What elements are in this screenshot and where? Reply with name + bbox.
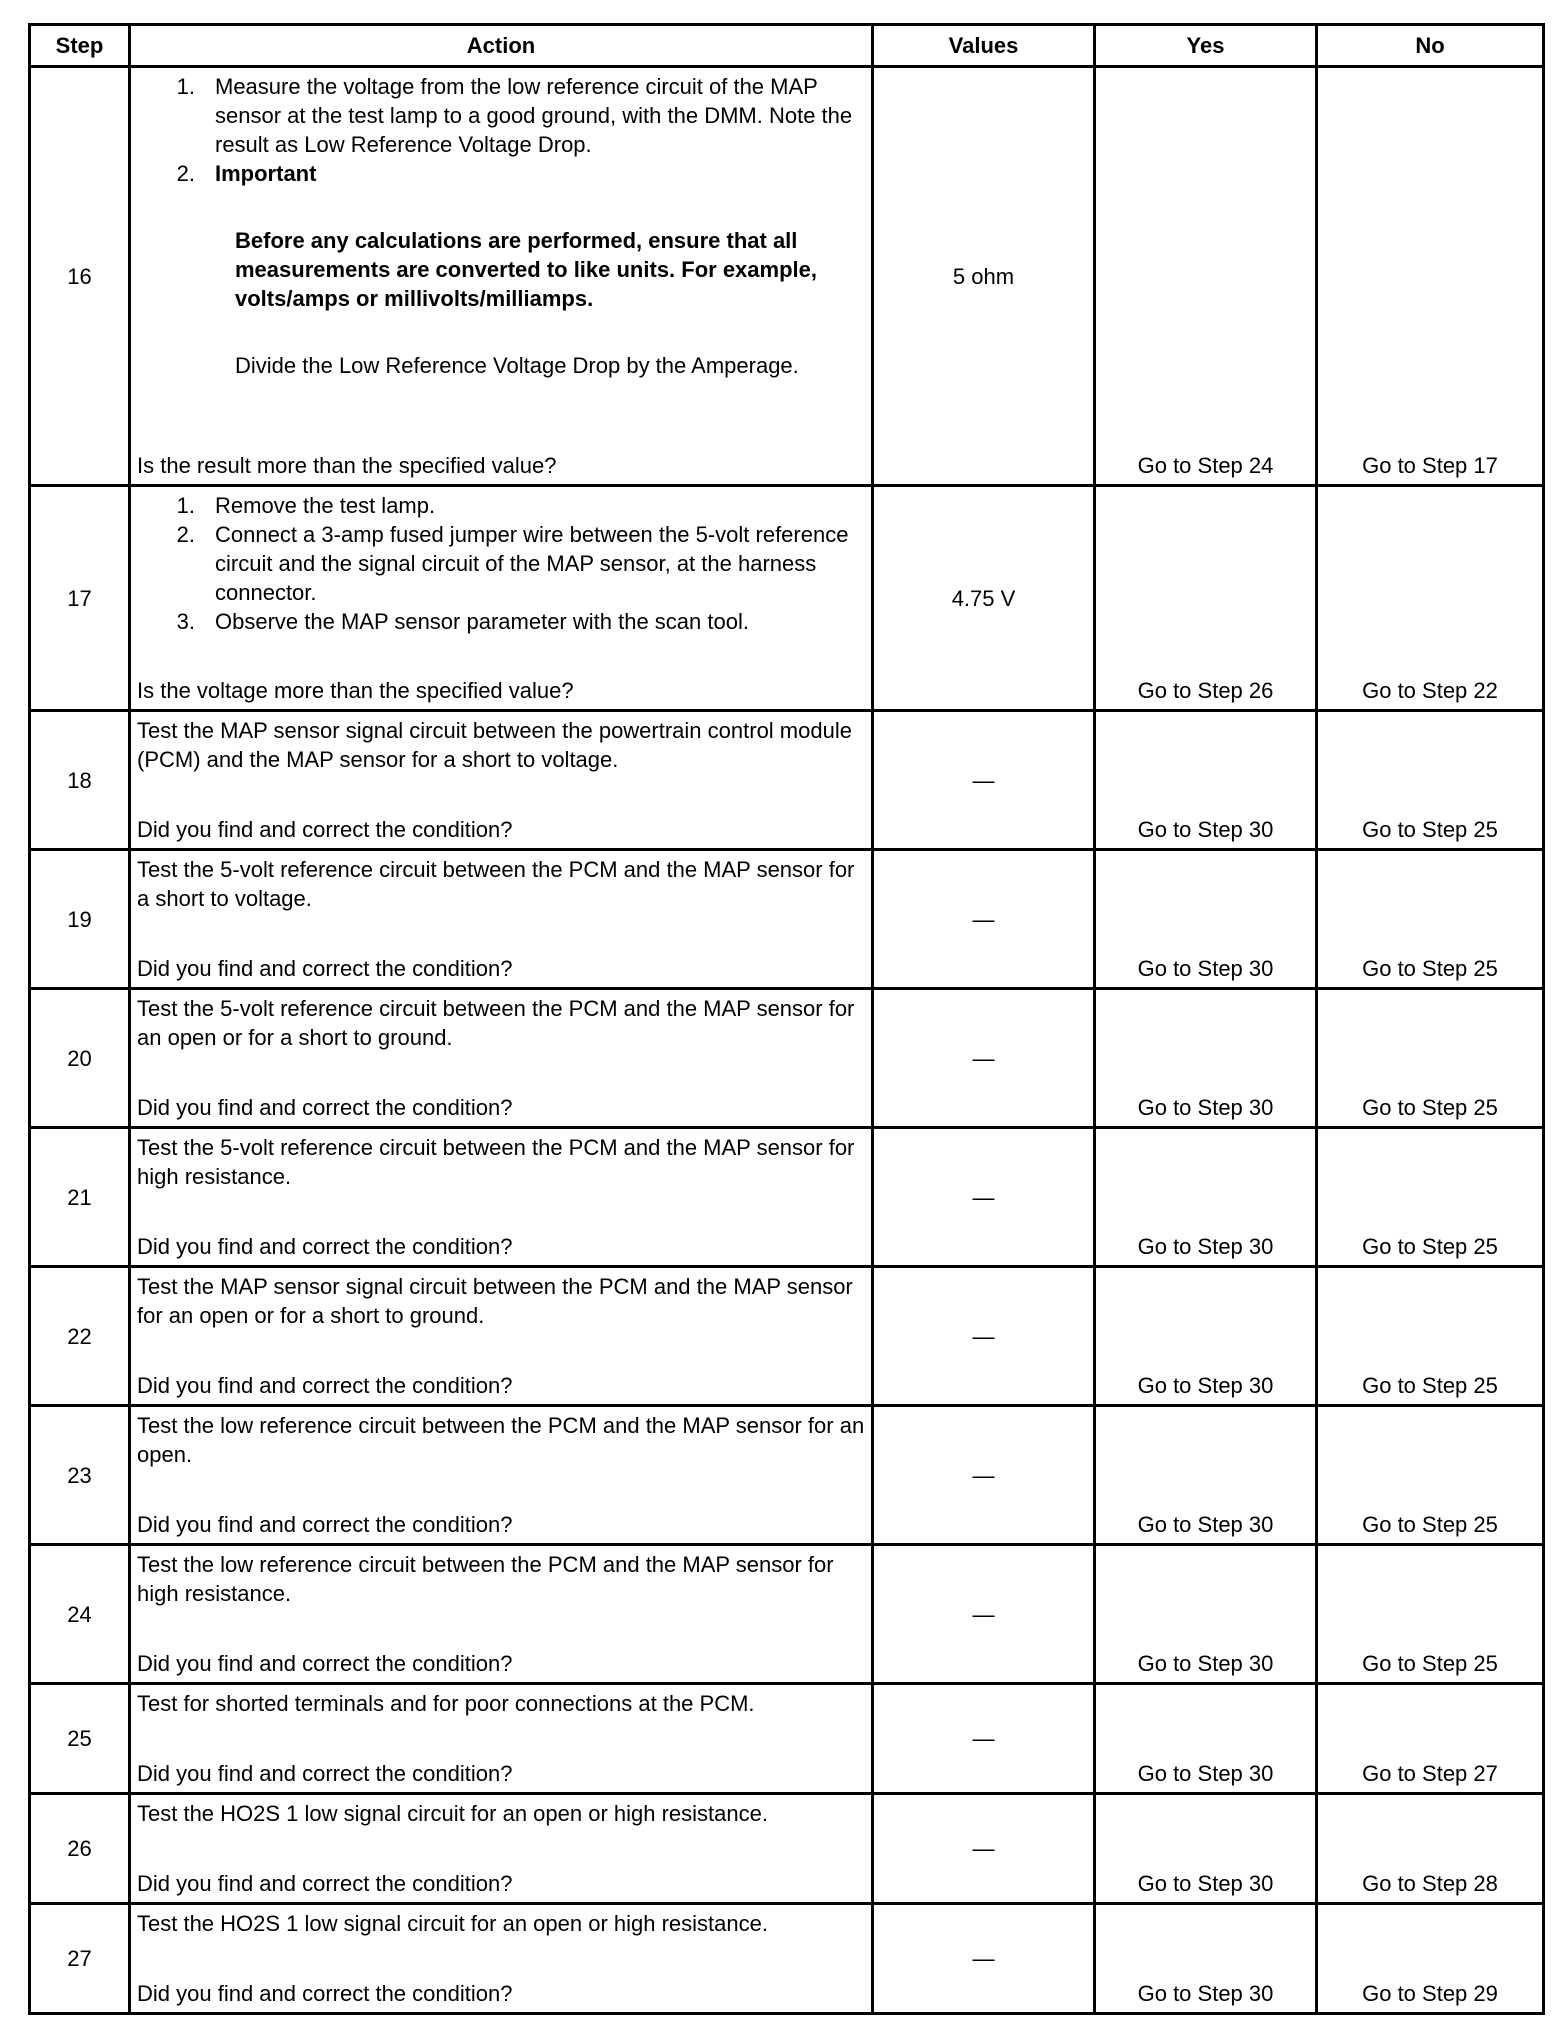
no-action: Go to Step 25 [1317, 1545, 1544, 1684]
step-number: 23 [30, 1406, 130, 1545]
action-cell [130, 850, 873, 989]
table-row-step-19 [30, 850, 1544, 989]
table-row-step-16 [30, 67, 1544, 486]
spec-value: — [873, 1904, 1095, 2014]
list-number: 2. [176, 161, 195, 186]
spec-value: — [873, 1267, 1095, 1406]
no-action: Go to Step 25 [1317, 1128, 1544, 1267]
step-number: 21 [30, 1128, 130, 1267]
action-text: Test the 5-volt reference circuit between the PCM and the MAP sensor for a short to voltage. [137, 857, 855, 911]
step-number: 16 [30, 67, 130, 486]
question-text: Did you find and correct the condition? [137, 817, 513, 842]
yes-action: Go to Step 30 [1095, 1128, 1317, 1267]
list-item [137, 159, 867, 188]
step-number: 26 [30, 1794, 130, 1904]
step-number: 20 [30, 989, 130, 1128]
no-action: Go to Step 17 [1317, 67, 1544, 486]
yes-action: Go to Step 30 [1095, 850, 1317, 989]
yes-action: Go to Step 30 [1095, 1545, 1317, 1684]
header-step: Step [30, 25, 130, 67]
step-number: 18 [30, 711, 130, 850]
action-text: Test for shorted terminals and for poor connections at the PCM. [137, 1691, 755, 1716]
yes-action: Go to Step 24 [1095, 67, 1317, 486]
spec-value: 5 ohm [873, 67, 1095, 486]
no-action: Go to Step 27 [1317, 1684, 1544, 1794]
action-cell [130, 1128, 873, 1267]
no-action: Go to Step 25 [1317, 711, 1544, 850]
important-note: Before any calculations are performed, ensure that all measurements are converted to like units. For example, volts/amps or millivolts/milliamps. [235, 228, 817, 311]
question-text: Did you find and correct the condition? [137, 1761, 513, 1786]
question-text: Is the voltage more than the specified value? [137, 678, 574, 703]
list-item [137, 607, 867, 636]
list-text: Observe the MAP sensor parameter with the scan tool. [215, 609, 749, 634]
question-text: Did you find and correct the condition? [137, 1651, 513, 1676]
question-text: Did you find and correct the condition? [137, 956, 513, 981]
action-text: Test the HO2S 1 low signal circuit for an open or high resistance. [137, 1911, 768, 1936]
important-label: Important [215, 161, 317, 186]
table-row-step-27 [30, 1904, 1544, 2014]
no-action: Go to Step 29 [1317, 1904, 1544, 2014]
action-cell [130, 486, 873, 711]
header-action: Action [130, 25, 873, 67]
spec-value: — [873, 711, 1095, 850]
action-text: Test the 5-volt reference circuit between the PCM and the MAP sensor for high resistance. [137, 1135, 855, 1189]
list-number: 1. [176, 493, 195, 518]
action-cell [130, 67, 873, 486]
yes-action: Go to Step 30 [1095, 1904, 1317, 2014]
table-row-step-18 [30, 711, 1544, 850]
list-number: 2. [176, 522, 195, 547]
list-item [137, 72, 867, 159]
action-text: Test the HO2S 1 low signal circuit for an open or high resistance. [137, 1801, 768, 1826]
no-action: Go to Step 22 [1317, 486, 1544, 711]
yes-action: Go to Step 30 [1095, 711, 1317, 850]
yes-action: Go to Step 30 [1095, 1684, 1317, 1794]
step-number: 27 [30, 1904, 130, 2014]
no-action: Go to Step 25 [1317, 1406, 1544, 1545]
yes-action: Go to Step 30 [1095, 1406, 1317, 1545]
action-cell [130, 1545, 873, 1684]
yes-action: Go to Step 30 [1095, 989, 1317, 1128]
action-cell [130, 1406, 873, 1545]
action-cell [130, 1794, 873, 1904]
header-row [30, 25, 1544, 67]
list-number: 3. [176, 609, 195, 634]
spec-value: — [873, 1406, 1095, 1545]
question-text: Did you find and correct the condition? [137, 1095, 513, 1120]
action-text: Test the 5-volt reference circuit between the PCM and the MAP sensor for an open or for a short to ground. [137, 996, 855, 1050]
spec-value: — [873, 1545, 1095, 1684]
step-number: 19 [30, 850, 130, 989]
question-text: Did you find and correct the condition? [137, 1512, 513, 1537]
header-no: No [1317, 25, 1544, 67]
action-cell [130, 1267, 873, 1406]
question-text: Did you find and correct the condition? [137, 1871, 513, 1896]
action-cell [130, 1684, 873, 1794]
table-row-step-21 [30, 1128, 1544, 1267]
instruction-text: Divide the Low Reference Voltage Drop by the Amperage. [235, 353, 799, 378]
yes-action: Go to Step 26 [1095, 486, 1317, 711]
action-text: Test the low reference circuit between the PCM and the MAP sensor for high resistance. [137, 1552, 834, 1606]
table-row-step-17 [30, 486, 1544, 711]
step-number: 22 [30, 1267, 130, 1406]
action-cell [130, 989, 873, 1128]
spec-value: — [873, 989, 1095, 1128]
step-number: 25 [30, 1684, 130, 1794]
list-item [137, 520, 867, 607]
list-item [137, 491, 867, 520]
list-text: Measure the voltage from the low reference circuit of the MAP sensor at the test lamp to a good ground, with the DMM. Note the result as Low Reference Voltage Drop. [215, 74, 853, 157]
no-action: Go to Step 25 [1317, 989, 1544, 1128]
diagnostic-table [28, 23, 1545, 2015]
list-text: Connect a 3-amp fused jumper wire between the 5-volt reference circuit and the signal circuit of the MAP sensor, at the harness connector. [215, 522, 849, 605]
table-row-step-22 [30, 1267, 1544, 1406]
step-number: 24 [30, 1545, 130, 1684]
header-yes: Yes [1095, 25, 1317, 67]
no-action: Go to Step 28 [1317, 1794, 1544, 1904]
action-cell [130, 711, 873, 850]
table-row-step-24 [30, 1545, 1544, 1684]
list-text: Remove the test lamp. [215, 493, 436, 518]
spec-value: — [873, 1684, 1095, 1794]
no-action: Go to Step 25 [1317, 850, 1544, 989]
spec-value: — [873, 850, 1095, 989]
action-text: Test the MAP sensor signal circuit between the PCM and the MAP sensor for an open or for a short to ground. [137, 1274, 853, 1328]
spec-value: 4.75 V [873, 486, 1095, 711]
action-text: Test the low reference circuit between the PCM and the MAP sensor for an open. [137, 1413, 865, 1467]
list-number: 1. [176, 74, 195, 99]
yes-action: Go to Step 30 [1095, 1794, 1317, 1904]
question-text: Is the result more than the specified value? [137, 453, 557, 478]
yes-action: Go to Step 30 [1095, 1267, 1317, 1406]
table-row-step-20 [30, 989, 1544, 1128]
spec-value: — [873, 1794, 1095, 1904]
spec-value: — [873, 1128, 1095, 1267]
action-cell [130, 1904, 873, 2014]
question-text: Did you find and correct the condition? [137, 1234, 513, 1259]
action-text: Test the MAP sensor signal circuit between the powertrain control module (PCM) and the MAP sensor for a short to voltage. [137, 718, 852, 772]
table-row-step-23 [30, 1406, 1544, 1545]
question-text: Did you find and correct the condition? [137, 1373, 513, 1398]
table-row-step-25 [30, 1684, 1544, 1794]
header-values: Values [873, 25, 1095, 67]
question-text: Did you find and correct the condition? [137, 1981, 513, 2006]
no-action: Go to Step 25 [1317, 1267, 1544, 1406]
step-number: 17 [30, 486, 130, 711]
table-row-step-26 [30, 1794, 1544, 1904]
